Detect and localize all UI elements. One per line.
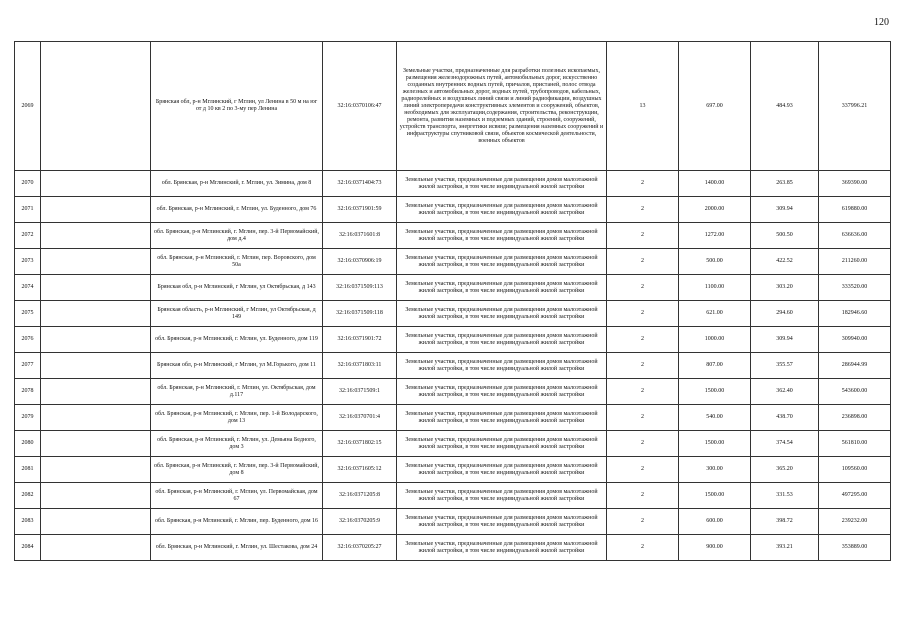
permitted-use-cell: Земельные участки, предназначенные для разработки полезных ископаемых, размещения железнодорожных путей, автомобильных дорог, искусственно созданных внутренних водных путей, причалов, пристаней, полос отвода железных и автомобильных дорог, водных путей, трубопроводов, кабельных, радиорелейных и воздушных линий связи и линий радиофикации, воздушных линий электропередачи конструктивных элементов и сооружений, объектов, необходимых для эксплуатации,содержания, строительства, реконструкции, ремонта, развития наземных и подземных зданий, строений, сооружений, устройств транспорта, энергетики исвязи; размещения наземных сооружений и инфраструктуры спутниковой связи, объектов космической деятельности, военных объектов — [397, 42, 607, 171]
address-cell: Брянская обл, р-н Мглинский, г Мглин, ул Ленина в 50 м на юг от д 10 кв 2 по 3-му пер Ленина — [151, 42, 323, 171]
cadastral-number-cell: 32:16:0371901:72 — [323, 327, 397, 353]
row-number: 2069 — [15, 42, 41, 171]
specific-value-cell: 362.40 — [751, 379, 819, 405]
table-row — [15, 301, 891, 327]
area-cell: 2000.00 — [679, 197, 751, 223]
address-cell: обл. Брянская, р-н Мглинский, г. Мглин, пер. 3-й Первомайский, дом 8 — [151, 457, 323, 483]
cadastral-value-cell: 636636.00 — [819, 223, 891, 249]
area-cell: 600.00 — [679, 509, 751, 535]
cadastral-value-cell: 353889.00 — [819, 535, 891, 561]
address-cell: обл. Брянская, р-н Мглинский, г. Мглин, ул. Первомайская, дом 67 — [151, 483, 323, 509]
cadastral-value-cell: 497295.00 — [819, 483, 891, 509]
blank-cell — [41, 171, 151, 197]
cadastral-number-cell: 32:16:0370205:27 — [323, 535, 397, 561]
table-row — [15, 171, 891, 197]
use-group-code-cell: 2 — [607, 275, 679, 301]
blank-cell — [41, 483, 151, 509]
permitted-use-cell: Земельные участки, предназначенные для размещения домов малоэтажной жилой застройки, в том числе индивидуальной жилой застройки — [397, 249, 607, 275]
address-cell: Брянская область, р-н Мглинский, г Мглин, ул Октябрьская, д 149 — [151, 301, 323, 327]
cadastral-value-cell: 182946.60 — [819, 301, 891, 327]
address-cell: обл. Брянская, р-н Мглинский, г. Мглин, пер. 1-й Володарского, дом 13 — [151, 405, 323, 431]
cadastral-value-cell: 333520.00 — [819, 275, 891, 301]
specific-value-cell: 355.57 — [751, 353, 819, 379]
area-cell: 1400.00 — [679, 171, 751, 197]
permitted-use-cell: Земельные участки, предназначенные для размещения домов малоэтажной жилой застройки, в том числе индивидуальной жилой застройки — [397, 197, 607, 223]
permitted-use-cell: Земельные участки, предназначенные для размещения домов малоэтажной жилой застройки, в том числе индивидуальной жилой застройки — [397, 405, 607, 431]
use-group-code-cell: 2 — [607, 223, 679, 249]
specific-value-cell: 393.21 — [751, 535, 819, 561]
page-number: 120 — [874, 17, 889, 28]
cadastral-value-cell: 309940.00 — [819, 327, 891, 353]
row-number: 2080 — [15, 431, 41, 457]
cadastral-number-cell: 32:16:0371205:8 — [323, 483, 397, 509]
area-cell: 1500.00 — [679, 483, 751, 509]
cadastral-number-cell: 32:16:0371901:59 — [323, 197, 397, 223]
row-number: 2082 — [15, 483, 41, 509]
table-row — [15, 431, 891, 457]
specific-value-cell: 398.72 — [751, 509, 819, 535]
use-group-code-cell: 2 — [607, 353, 679, 379]
blank-cell — [41, 249, 151, 275]
row-number: 2071 — [15, 197, 41, 223]
permitted-use-cell: Земельные участки, предназначенные для размещения домов малоэтажной жилой застройки, в том числе индивидуальной жилой застройки — [397, 379, 607, 405]
cadastral-value-cell: 369390.00 — [819, 171, 891, 197]
area-cell: 697.00 — [679, 42, 751, 171]
address-cell: обл. Брянская, р-н Мглинский, г. Мглин, пер. 3-й Первомайский, дом д.4 — [151, 223, 323, 249]
table-row — [15, 405, 891, 431]
row-number: 2072 — [15, 223, 41, 249]
row-number: 2076 — [15, 327, 41, 353]
row-number: 2079 — [15, 405, 41, 431]
table-row — [15, 223, 891, 249]
blank-cell — [41, 353, 151, 379]
blank-cell — [41, 197, 151, 223]
specific-value-cell: 303.20 — [751, 275, 819, 301]
use-group-code-cell: 2 — [607, 405, 679, 431]
cadastral-number-cell: 32:16:0370701:4 — [323, 405, 397, 431]
row-number: 2081 — [15, 457, 41, 483]
area-cell: 807.00 — [679, 353, 751, 379]
specific-value-cell: 422.52 — [751, 249, 819, 275]
use-group-code-cell: 2 — [607, 483, 679, 509]
cadastral-value-cell: 109560.00 — [819, 457, 891, 483]
cadastral-value-cell: 236898.00 — [819, 405, 891, 431]
permitted-use-cell: Земельные участки, предназначенные для размещения домов малоэтажной жилой застройки, в том числе индивидуальной жилой застройки — [397, 509, 607, 535]
row-number: 2077 — [15, 353, 41, 379]
table-row — [15, 275, 891, 301]
area-cell: 500.00 — [679, 249, 751, 275]
specific-value-cell: 331.53 — [751, 483, 819, 509]
blank-cell — [41, 379, 151, 405]
blank-cell — [41, 42, 151, 171]
blank-cell — [41, 431, 151, 457]
blank-cell — [41, 275, 151, 301]
area-cell: 540.00 — [679, 405, 751, 431]
specific-value-cell: 309.94 — [751, 327, 819, 353]
blank-cell — [41, 457, 151, 483]
permitted-use-cell: Земельные участки, предназначенные для размещения домов малоэтажной жилой застройки, в том числе индивидуальной жилой застройки — [397, 327, 607, 353]
cadastral-value-cell: 543600.00 — [819, 379, 891, 405]
row-number: 2078 — [15, 379, 41, 405]
land-plots-table — [14, 41, 891, 561]
cadastral-number-cell: 32:16:0371803:11 — [323, 353, 397, 379]
address-cell: обл. Брянская, р-н Мглинский, г. Мглин, ул. Шестакова, дом 24 — [151, 535, 323, 561]
use-group-code-cell: 2 — [607, 249, 679, 275]
row-number: 2073 — [15, 249, 41, 275]
cadastral-number-cell: 32:16:0371509:113 — [323, 275, 397, 301]
area-cell: 1272.00 — [679, 223, 751, 249]
area-cell: 621.00 — [679, 301, 751, 327]
cadastral-number-cell: 32:16:0370205:9 — [323, 509, 397, 535]
row-number: 2075 — [15, 301, 41, 327]
row-number: 2074 — [15, 275, 41, 301]
table-row — [15, 535, 891, 561]
cadastral-number-cell: 32:16:0370106:47 — [323, 42, 397, 171]
cadastral-value-cell: 239232.00 — [819, 509, 891, 535]
permitted-use-cell: Земельные участки, предназначенные для размещения домов малоэтажной жилой застройки, в том числе индивидуальной жилой застройки — [397, 171, 607, 197]
cadastral-value-cell: 561810.00 — [819, 431, 891, 457]
specific-value-cell: 365.20 — [751, 457, 819, 483]
cadastral-number-cell: 32:16:0371509:118 — [323, 301, 397, 327]
blank-cell — [41, 223, 151, 249]
permitted-use-cell: Земельные участки, предназначенные для размещения домов малоэтажной жилой застройки, в том числе индивидуальной жилой застройки — [397, 431, 607, 457]
use-group-code-cell: 13 — [607, 42, 679, 171]
table-row — [15, 483, 891, 509]
address-cell: обл. Брянская, р-н Мглинский, г. Мглин, ул. Буденного, дом 119 — [151, 327, 323, 353]
area-cell: 300.00 — [679, 457, 751, 483]
use-group-code-cell: 2 — [607, 197, 679, 223]
permitted-use-cell: Земельные участки, предназначенные для размещения домов малоэтажной жилой застройки, в том числе индивидуальной жилой застройки — [397, 301, 607, 327]
address-cell: обл. Брянская, р-н Мглинский, г. Мглин, пер. Буденного, дом 16 — [151, 509, 323, 535]
cadastral-value-cell: 286944.99 — [819, 353, 891, 379]
address-cell: обл. Брянская, р-н Мглинский, г. Мглин, ул. Буденного, дом 76 — [151, 197, 323, 223]
specific-value-cell: 500.50 — [751, 223, 819, 249]
table-body — [15, 42, 891, 561]
area-cell: 1500.00 — [679, 431, 751, 457]
use-group-code-cell: 2 — [607, 457, 679, 483]
blank-cell — [41, 405, 151, 431]
cadastral-number-cell: 32:16:0371605:12 — [323, 457, 397, 483]
address-cell: обл. Брянская, р-н Мглинский, г. Мглин, ул. Октябрьская, дом д.117 — [151, 379, 323, 405]
row-number: 2084 — [15, 535, 41, 561]
table-row — [15, 197, 891, 223]
use-group-code-cell: 2 — [607, 431, 679, 457]
specific-value-cell: 374.54 — [751, 431, 819, 457]
table-row — [15, 249, 891, 275]
use-group-code-cell: 2 — [607, 301, 679, 327]
use-group-code-cell: 2 — [607, 327, 679, 353]
table-row — [15, 457, 891, 483]
row-number: 2070 — [15, 171, 41, 197]
blank-cell — [41, 301, 151, 327]
row-number: 2083 — [15, 509, 41, 535]
address-cell: обл. Брянская, р-н Мглинский, г. Мглин, ул. Демьяна Бедного, дом 3 — [151, 431, 323, 457]
table-row — [15, 509, 891, 535]
specific-value-cell: 484.93 — [751, 42, 819, 171]
permitted-use-cell: Земельные участки, предназначенные для размещения домов малоэтажной жилой застройки, в том числе индивидуальной жилой застройки — [397, 457, 607, 483]
table-row — [15, 327, 891, 353]
specific-value-cell: 309.94 — [751, 197, 819, 223]
permitted-use-cell: Земельные участки, предназначенные для размещения домов малоэтажной жилой застройки, в том числе индивидуальной жилой застройки — [397, 353, 607, 379]
table-row — [15, 353, 891, 379]
permitted-use-cell: Земельные участки, предназначенные для размещения домов малоэтажной жилой застройки, в том числе индивидуальной жилой застройки — [397, 275, 607, 301]
permitted-use-cell: Земельные участки, предназначенные для размещения домов малоэтажной жилой застройки, в том числе индивидуальной жилой застройки — [397, 483, 607, 509]
area-cell: 900.00 — [679, 535, 751, 561]
specific-value-cell: 263.85 — [751, 171, 819, 197]
area-cell: 1000.00 — [679, 327, 751, 353]
permitted-use-cell: Земельные участки, предназначенные для размещения домов малоэтажной жилой застройки, в том числе индивидуальной жилой застройки — [397, 535, 607, 561]
cadastral-number-cell: 32:16:0370906:19 — [323, 249, 397, 275]
cadastral-number-cell: 32:16:0371802:15 — [323, 431, 397, 457]
cadastral-number-cell: 32:16:0371509:1 — [323, 379, 397, 405]
use-group-code-cell: 2 — [607, 509, 679, 535]
address-cell: обл. Брянская, р-н Мглинский, г. Мглин, пер. Воровского, дом 50а — [151, 249, 323, 275]
address-cell: Брянская обл, р-н Мглинский, г Мглин, ул М.Горького, дом 11 — [151, 353, 323, 379]
use-group-code-cell: 2 — [607, 171, 679, 197]
cadastral-number-cell: 32:16:0371404:73 — [323, 171, 397, 197]
area-cell: 1100.00 — [679, 275, 751, 301]
specific-value-cell: 438.70 — [751, 405, 819, 431]
permitted-use-cell: Земельные участки, предназначенные для размещения домов малоэтажной жилой застройки, в том числе индивидуальной жилой застройки — [397, 223, 607, 249]
address-cell: обл. Брянская, р-н Мглинский, г. Мглин, ул. Зимина, дом 8 — [151, 171, 323, 197]
use-group-code-cell: 2 — [607, 535, 679, 561]
cadastral-value-cell: 211260.00 — [819, 249, 891, 275]
blank-cell — [41, 509, 151, 535]
blank-cell — [41, 535, 151, 561]
table-row — [15, 42, 891, 171]
blank-cell — [41, 327, 151, 353]
use-group-code-cell: 2 — [607, 379, 679, 405]
area-cell: 1500.00 — [679, 379, 751, 405]
cadastral-number-cell: 32:16:0371601:8 — [323, 223, 397, 249]
table-row — [15, 379, 891, 405]
address-cell: Брянская обл, р-н Мглинский, г Мглин, ул Октябрьская, д 143 — [151, 275, 323, 301]
cadastral-value-cell: 337996.21 — [819, 42, 891, 171]
cadastral-value-cell: 619880.00 — [819, 197, 891, 223]
specific-value-cell: 294.60 — [751, 301, 819, 327]
